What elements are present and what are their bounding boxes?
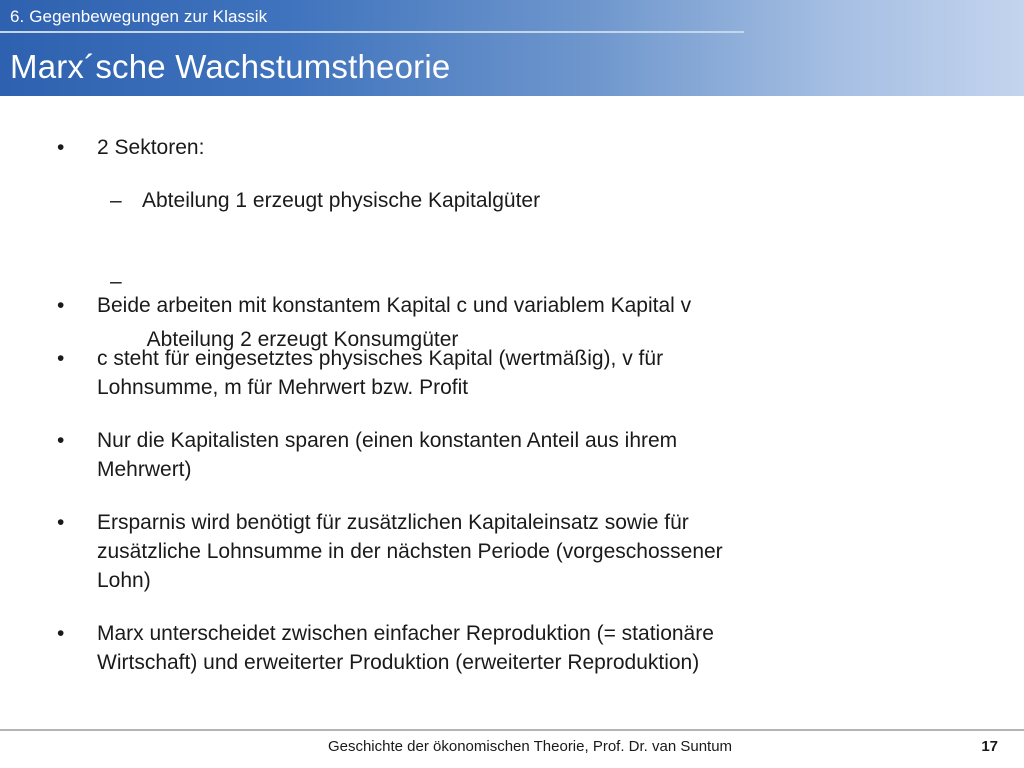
bullet-text-line: Lohnsumme, m für Mehrwert bzw. Profit	[97, 376, 469, 399]
bullet-marker: •	[57, 622, 65, 645]
bullet-text: 2 Sektoren:	[97, 136, 205, 159]
bullet-item	[57, 344, 664, 402]
bullet-text-line: Ersparnis wird benötigt für zusätzlichen Kapitaleinsatz sowie für	[97, 511, 689, 534]
dash-marker: –	[110, 270, 122, 293]
bullet-marker: •	[57, 347, 65, 370]
bullet-marker: •	[57, 294, 65, 317]
bullet-marker: •	[57, 429, 65, 452]
slide-title: Marx´sche Wachstumstheorie	[10, 48, 451, 85]
bullet-item	[57, 619, 714, 677]
bullet-text-line: Wirtschaft) und erweiterter Produktion (erweiterter Reproduktion)	[97, 651, 700, 674]
footer-divider	[0, 729, 1024, 731]
bullet-item	[57, 426, 678, 484]
bullet-item	[57, 291, 692, 320]
bullet-text-line: Lohn)	[97, 569, 151, 592]
footer-text: Geschichte der ökonomischen Theorie, Prof. Dr. van Suntum	[327, 738, 733, 755]
sub-bullet-text: Abteilung 2 erzeugt Konsumgüter	[142, 328, 459, 351]
bullet-text-line: c steht für eingesetztes physisches Kapital (wertmäßig), v für	[97, 347, 664, 370]
section-label: 6. Gegenbewegungen zur Klassik	[10, 7, 268, 26]
bullet-item	[57, 133, 205, 162]
bullet-text-line: Marx unterscheidet zwischen einfacher Reproduktion (= stationäre	[97, 622, 714, 645]
slide-number: 17	[981, 738, 998, 755]
bullet-text-line: zusätzliche Lohnsumme in der nächsten Periode (vorgeschossener	[97, 540, 723, 563]
sub-bullet-item	[110, 186, 541, 215]
bullet-text-line: Mehrwert)	[97, 458, 192, 481]
bullet-text: Beide arbeiten mit konstantem Kapital c und variablem Kapital v	[97, 294, 692, 317]
bullet-text-line: Nur die Kapitalisten sparen (einen konstanten Anteil aus ihrem	[97, 429, 678, 452]
bullet-marker: •	[57, 136, 65, 159]
bullet-marker: •	[57, 511, 65, 534]
dash-marker: –	[110, 189, 122, 212]
sub-bullet-text: Abteilung 1 erzeugt physische Kapitalgüter	[142, 189, 541, 212]
bullet-item	[57, 508, 723, 595]
